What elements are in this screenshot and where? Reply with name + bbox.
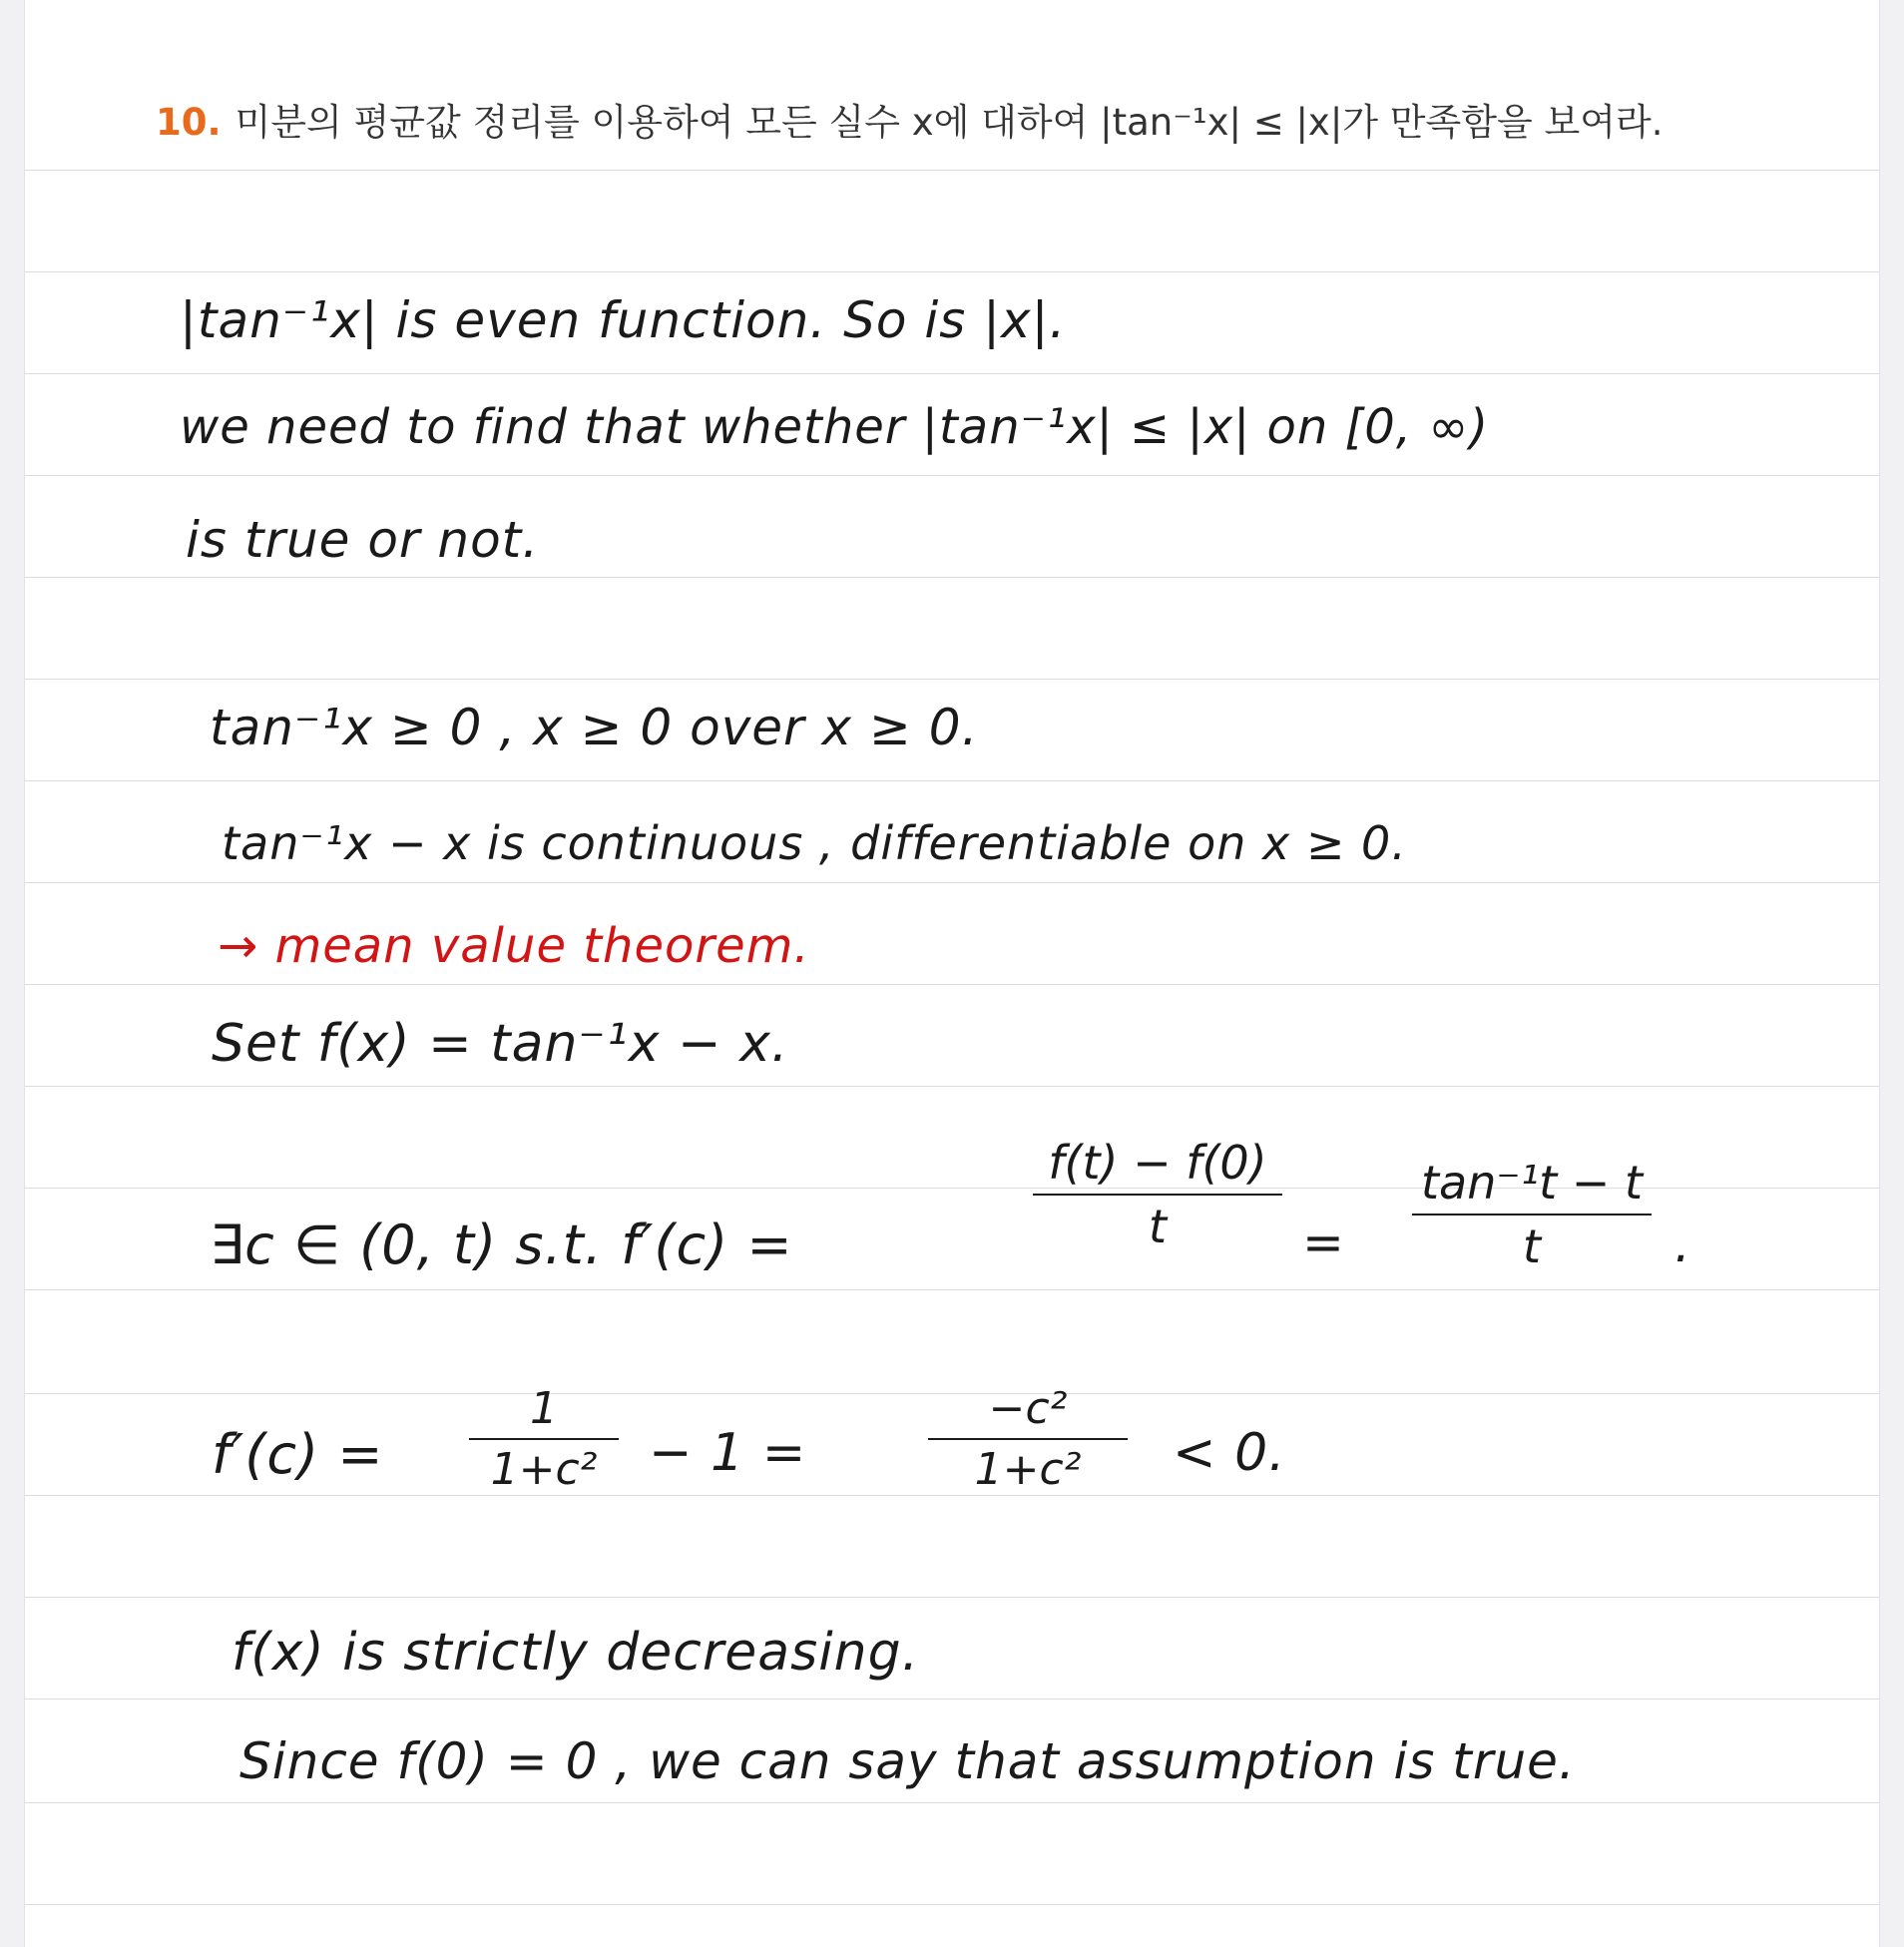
ruled-line xyxy=(25,679,1879,680)
fraction-bar xyxy=(1412,1214,1652,1216)
ruled-line xyxy=(25,1699,1879,1700)
ruled-line xyxy=(25,1802,1879,1803)
ruled-line xyxy=(25,1289,1879,1290)
problem-number: 10. xyxy=(156,101,222,144)
note-line-7: Set f(x) = tan⁻¹x − x. xyxy=(212,1014,789,1074)
ruled-line xyxy=(25,1495,1879,1496)
ruled-line xyxy=(25,780,1879,781)
fraction-bar xyxy=(928,1438,1128,1440)
equals-sign: = xyxy=(1302,1214,1345,1271)
fraction-bar xyxy=(469,1438,619,1440)
ruled-line xyxy=(25,1904,1879,1905)
fraction-bar xyxy=(1033,1194,1282,1196)
mvt-fraction-2 xyxy=(1412,1156,1652,1273)
ruled-line xyxy=(25,577,1879,578)
ruled-line xyxy=(25,1597,1879,1598)
ruled-line xyxy=(25,475,1879,476)
derivative-fraction-2 xyxy=(928,1383,1128,1495)
problem-text: 미분의 평균값 정리를 이용하여 모든 실수 x에 대하여 |tan⁻¹x| ≤ |x|가 만족함을 보여라. xyxy=(235,101,1664,144)
ruled-line xyxy=(25,1086,1879,1087)
note-line-6-mvt: → mean value theorem. xyxy=(218,918,810,974)
note-line-9-middle: − 1 = xyxy=(649,1423,807,1483)
ruled-line xyxy=(25,170,1879,171)
mvt-fraction-2-denominator: t xyxy=(1522,1219,1542,1273)
mvt-fraction-2-numerator: tan⁻¹t − t xyxy=(1421,1156,1643,1210)
note-line-9: f′(c) = xyxy=(212,1423,384,1486)
mvt-fraction-1-denominator: t xyxy=(1148,1200,1168,1253)
note-line-2: we need to find that whether |tan⁻¹x| ≤ |x| on [0, ∞) xyxy=(180,399,1490,455)
mvt-fraction-1-numerator: f(t) − f(0) xyxy=(1048,1136,1267,1190)
derivative-fraction-1 xyxy=(469,1383,619,1495)
derivative-fraction-1-numerator: 1 xyxy=(530,1383,558,1434)
ruled-line xyxy=(25,882,1879,883)
period: . xyxy=(1674,1216,1691,1273)
derivative-fraction-2-denominator: 1+c² xyxy=(974,1444,1082,1495)
derivative-fraction-1-denominator: 1+c² xyxy=(490,1444,598,1495)
note-line-10: f(x) is strictly decreasing. xyxy=(232,1623,920,1683)
ruled-line xyxy=(25,984,1879,985)
note-line-3: is true or not. xyxy=(186,511,540,569)
note-line-5: tan⁻¹x − x is continuous , differentiable on x ≥ 0. xyxy=(222,816,1407,870)
problem-statement xyxy=(156,92,1664,146)
mvt-fraction-1 xyxy=(1033,1136,1282,1253)
derivative-fraction-2-numerator: −c² xyxy=(988,1383,1068,1434)
ruled-line xyxy=(25,271,1879,272)
ruled-line xyxy=(25,373,1879,374)
note-line-1: |tan⁻¹x| is even function. So is |x|. xyxy=(180,291,1067,349)
note-line-4: tan⁻¹x ≥ 0 , x ≥ 0 over x ≥ 0. xyxy=(210,699,979,756)
note-line-8: ∃c ∈ (0, t) s.t. f′(c) = xyxy=(210,1214,793,1276)
note-line-9-end: < 0. xyxy=(1173,1423,1286,1483)
note-line-11: Since f(0) = 0 , we can say that assumption is true. xyxy=(239,1732,1576,1790)
